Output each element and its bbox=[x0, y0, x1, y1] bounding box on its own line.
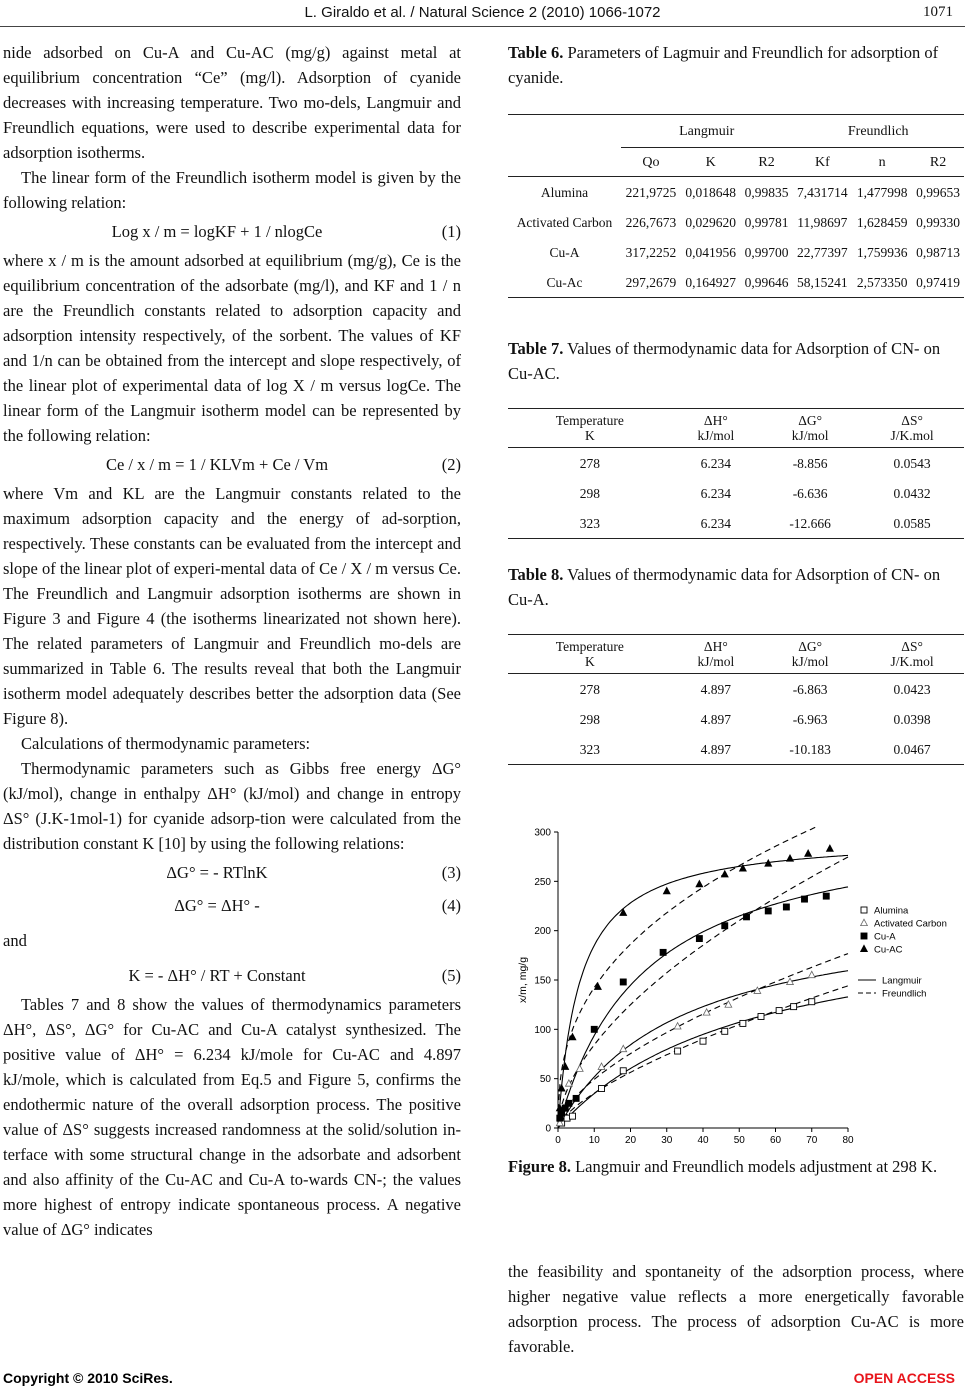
table7-header-cell bbox=[860, 409, 964, 448]
table-cell: 0,99653 bbox=[916, 184, 960, 200]
freundlich-curve bbox=[558, 827, 815, 1110]
table-cell: 0,041956 bbox=[685, 244, 737, 260]
table-cell: 0.0543 bbox=[893, 455, 931, 471]
equation-2-number: (2) bbox=[441, 455, 461, 474]
table-8-caption-text: Values of thermodynamic data for Adsorption of CN- on Cu-A. bbox=[508, 565, 941, 609]
paragraph-6: Thermodynamic parameters such as Gibbs free energy ΔG° (kJ/mol), change in enthalpy ΔH° (kJ/mol) and change in entropy ΔS° (J.K-1mol-1) for cyanide adsorp-tion were calculated from the distribution constant K [10] by using the following relations: bbox=[3, 759, 461, 853]
data-point-cu-ac bbox=[721, 871, 728, 877]
table8-header-line-2: J/K.mol bbox=[890, 654, 934, 669]
table-cell: 22,77397 bbox=[797, 244, 848, 260]
table-6-caption bbox=[508, 40, 964, 90]
paragraph-4: where Vm and KL are the Langmuir constants related to the maximum adsorption capacity and the energy of ad-sorption, respectively. These constants can be evaluated from the intercept and slope of the linear plot of experi-mental data of Ce / X / m versus Ce. The Freundlich and Langmuir adsorption isotherms are shown in Figure 3 and Figure 4 (the isotherms linearizated not shown here). The related parameters of Langmuir and Freundlich mo-dels are summarized in Table 6. The results reveal that both the Langmuir isotherm model adequately describes better the adsorption data (See Figure 8). bbox=[3, 484, 461, 728]
table-row bbox=[508, 177, 964, 208]
table-7-header-row bbox=[508, 409, 964, 448]
data-point-cu-ac bbox=[805, 850, 812, 856]
running-head: L. Giraldo et al. / Natural Science 2 (2010) 1066-1072 bbox=[304, 4, 661, 21]
table-row bbox=[508, 734, 964, 765]
langmuir-curve bbox=[558, 971, 848, 1128]
data-point-cu-a bbox=[660, 949, 666, 955]
page-footer bbox=[0, 1370, 965, 1389]
x-tick-label: 60 bbox=[769, 1135, 782, 1146]
table-8 bbox=[508, 634, 964, 765]
legend-marker bbox=[861, 945, 868, 951]
table8-header-cell bbox=[860, 635, 964, 674]
data-point-cu-a bbox=[744, 914, 750, 920]
table-cell: 0,99700 bbox=[744, 244, 789, 260]
table8-header-line-1: ΔH° bbox=[703, 639, 728, 654]
paragraph-7: Tables 7 and 8 show the values of thermodynamics parameters ΔH°, ΔS°, ΔG° for Cu-AC and Cu-A catalyst synthesized. The positive value of ΔH° = 6.234 kJ/mole for Cu-AC and 4.897 kJ/mole, which is calculated from Eq.5 and Figure 5, confirms the endothermic nature of the overall adsorption process. The positive value of ΔS° suggests increased randomness at the solid/solution in-terface with some structural change in the adsorbate and adsorbent and also affinity of the Cu-AC and Cu-A to-wards CN-; the values more highest of entropy indicate spontaneous process. A negative value of ΔG° indicates bbox=[3, 995, 461, 1239]
open-access-label: OPEN ACCESS bbox=[853, 1370, 955, 1386]
table-7-label: Table 7. bbox=[508, 339, 564, 358]
data-point-cu-a bbox=[591, 1026, 597, 1032]
table8-header-line-1: ΔG° bbox=[798, 639, 823, 654]
equation-5-number: (5) bbox=[441, 966, 461, 985]
and-word: and bbox=[3, 931, 27, 950]
figure-8 bbox=[508, 790, 964, 1180]
table-cell: 323 bbox=[508, 734, 672, 765]
data-point-alumina bbox=[809, 999, 815, 1005]
x-tick-label: 40 bbox=[697, 1135, 709, 1146]
table-6-column-header: Qo bbox=[621, 148, 681, 177]
data-point-cu-a bbox=[802, 896, 808, 902]
legend-marker bbox=[861, 907, 867, 913]
table-6-row-name: Activated Carbon bbox=[516, 214, 613, 230]
data-point-alumina bbox=[791, 1004, 797, 1010]
table7-header-cell bbox=[760, 409, 860, 448]
table8-header-cell bbox=[508, 635, 672, 674]
table-cell: 4.897 bbox=[700, 681, 732, 697]
x-tick-label: 80 bbox=[842, 1135, 854, 1146]
legend-label: Freundlich bbox=[882, 988, 927, 1000]
data-point-cu-a bbox=[823, 893, 829, 899]
table-cell: 7,431714 bbox=[797, 184, 848, 200]
table-cell: 58,15241 bbox=[792, 267, 852, 298]
figure-8-label: Figure 8. bbox=[508, 1157, 571, 1176]
x-tick-label: 30 bbox=[661, 1135, 673, 1146]
table-6-header-row bbox=[508, 148, 964, 177]
right-column-paragraph: the feasibility and spontaneity of the adsorption process, where higher negative value reflects a more energetically favorable adsorption process. The process of adsorption Cu-AC is more favorable. bbox=[508, 1261, 964, 1356]
table-6-corner bbox=[508, 115, 621, 148]
data-point-alumina bbox=[599, 1086, 605, 1092]
data-point-alumina bbox=[620, 1068, 626, 1074]
y-tick-label: 50 bbox=[539, 1074, 551, 1086]
paragraph-5: Calculations of thermodynamic parameters: bbox=[21, 734, 311, 753]
y-tick-label: 200 bbox=[534, 926, 551, 938]
table-6-column-header: Kf bbox=[792, 148, 852, 177]
langmuir-curve bbox=[558, 997, 848, 1128]
data-point-cu-a bbox=[765, 908, 771, 914]
table-6-column-header: R2 bbox=[741, 148, 793, 177]
equation-4-number: (4) bbox=[441, 896, 461, 915]
data-point-activated-carbon bbox=[703, 1009, 710, 1015]
table-cell: 278 bbox=[579, 681, 600, 697]
table7-header-line-2: K bbox=[584, 428, 595, 443]
table-cell: 0,99781 bbox=[744, 214, 789, 230]
table8-header-line-2: kJ/mol bbox=[697, 654, 735, 669]
table-row bbox=[508, 674, 964, 705]
legend-label: Cu-AC bbox=[874, 944, 903, 956]
table-cell: -6.863 bbox=[792, 681, 828, 697]
x-tick-label: 0 bbox=[555, 1135, 561, 1146]
left-column bbox=[3, 40, 461, 1242]
legend-marker bbox=[861, 933, 867, 939]
y-axis-label: x/m, mg/g bbox=[517, 956, 529, 1004]
equation-1-body: Log x / m = logKF + 1 / nlogCe bbox=[111, 222, 323, 241]
table-cell: -8.856 bbox=[792, 455, 828, 471]
equation-3-body: ΔG° = - RTlnK bbox=[166, 863, 268, 882]
table-cell: 297,2679 bbox=[621, 267, 681, 298]
data-point-alumina bbox=[700, 1038, 706, 1044]
equation-2 bbox=[3, 448, 461, 481]
table-6-column-header: n bbox=[852, 148, 912, 177]
table7-header-line-1: ΔH° bbox=[703, 413, 728, 428]
table-cell: -6.963 bbox=[792, 711, 828, 727]
table-8-header-row bbox=[508, 635, 964, 674]
table7-header-line-2: J/K.mol bbox=[890, 428, 934, 443]
legend-label: Alumina bbox=[874, 905, 909, 917]
table-cell: -6.636 bbox=[792, 485, 828, 501]
table-7-caption bbox=[508, 336, 964, 386]
table-cell: 0,029620 bbox=[685, 214, 737, 230]
table-cell: 323 bbox=[508, 508, 672, 539]
table-cell: -12.666 bbox=[760, 508, 860, 539]
table-row bbox=[508, 704, 964, 734]
x-tick-label: 10 bbox=[588, 1135, 600, 1146]
table-cell: 221,9725 bbox=[625, 184, 677, 200]
table-cell: 0,99646 bbox=[741, 267, 793, 298]
data-point-alumina bbox=[740, 1020, 746, 1026]
data-point-cu-a bbox=[722, 923, 728, 929]
table-cell: 0.0585 bbox=[860, 508, 964, 539]
data-point-alumina bbox=[675, 1048, 681, 1054]
y-tick-label: 100 bbox=[534, 1024, 551, 1036]
table-row bbox=[508, 267, 964, 298]
legend-marker bbox=[861, 919, 868, 925]
table-6-group-langmuir: Langmuir bbox=[621, 115, 792, 148]
equation-4 bbox=[3, 889, 461, 922]
table8-header-line-1: Temperature bbox=[555, 639, 624, 654]
table8-header-line-2: K bbox=[584, 654, 595, 669]
data-point-activated-carbon bbox=[808, 971, 815, 977]
legend-label: Activated Carbon bbox=[874, 918, 947, 930]
table-cell: 11,98697 bbox=[797, 214, 848, 230]
table7-header-line-1: ΔS° bbox=[901, 413, 923, 428]
table-cell: 1,477998 bbox=[856, 184, 908, 200]
table-6-group-row bbox=[508, 115, 964, 148]
figure-8-caption bbox=[508, 1154, 964, 1179]
table-cell: 298 bbox=[579, 485, 600, 501]
table8-header-line-1: ΔS° bbox=[901, 639, 923, 654]
data-point-cu-a bbox=[566, 1100, 572, 1106]
table7-header-cell bbox=[672, 409, 760, 448]
table7-header-cell bbox=[508, 409, 672, 448]
table-cell: 6.234 bbox=[672, 508, 760, 539]
table-row bbox=[508, 237, 964, 267]
table-6-row-name: Cu-A bbox=[549, 244, 580, 260]
equation-2-body: Ce / x / m = 1 / KLVm + Ce / Vm bbox=[105, 455, 329, 474]
data-point-alumina bbox=[758, 1014, 764, 1020]
data-point-activated-carbon bbox=[725, 1001, 732, 1007]
table-cell: 2,573350 bbox=[852, 267, 912, 298]
y-tick-label: 250 bbox=[534, 876, 551, 888]
table-cell: 1,628459 bbox=[856, 214, 908, 230]
table7-header-line-1: ΔG° bbox=[798, 413, 823, 428]
equation-5 bbox=[3, 959, 461, 992]
table-cell: 0,99835 bbox=[744, 184, 789, 200]
table-cell: 0,97419 bbox=[912, 267, 964, 298]
data-point-cu-a bbox=[783, 904, 789, 910]
equation-5-body: K = - ΔH° / RT + Constant bbox=[128, 966, 306, 985]
header-rule bbox=[0, 26, 965, 27]
legend-label: Langmuir bbox=[882, 975, 922, 987]
copyright-notice: Copyright © 2010 SciRes. bbox=[3, 1370, 173, 1386]
table7-header-line-1: Temperature bbox=[555, 413, 624, 428]
x-tick-label: 70 bbox=[806, 1135, 818, 1146]
table-cell: -10.183 bbox=[760, 734, 860, 765]
x-tick-label: 50 bbox=[733, 1135, 745, 1146]
table-cell: 298 bbox=[579, 711, 600, 727]
y-tick-label: 0 bbox=[545, 1123, 551, 1135]
table-cell: 0,164927 bbox=[681, 267, 741, 298]
table-cell: 0.0423 bbox=[893, 681, 931, 697]
data-point-activated-carbon bbox=[576, 1065, 583, 1071]
table-row bbox=[508, 478, 964, 508]
y-tick-label: 300 bbox=[534, 827, 551, 839]
table-cell: 0,99330 bbox=[916, 214, 960, 230]
table-cell: 0.0432 bbox=[893, 485, 931, 501]
equation-3-number: (3) bbox=[441, 863, 461, 882]
table7-header-line-2: kJ/mol bbox=[697, 428, 735, 443]
table-6 bbox=[508, 114, 964, 298]
table-cell: 0.0467 bbox=[860, 734, 964, 765]
paragraph-2: The linear form of the Freundlich isotherm model is given by the following relation: bbox=[3, 168, 461, 212]
data-point-cu-a bbox=[696, 936, 702, 942]
data-point-cu-ac bbox=[696, 880, 703, 886]
table7-header-line-2: kJ/mol bbox=[791, 428, 829, 443]
table-6-column-header: K bbox=[681, 148, 741, 177]
paragraph-1: nide adsorbed on Cu-A and Cu-AC (mg/g) against metal at equilibrium concentration “Ce” (mg/l). Adsorption of cyanide decreases with increasing temperature. Two mo-dels, Langmuir and Freundlich equations, were used to describe experimental data for adsorption isotherms. bbox=[3, 43, 461, 162]
paragraph-3: where x / m is the amount adsorbed at equilibrium (mg/g), Ce is the equilibrium concentration of the adsorbate (mg/l), and KF and 1 / n are the Freundlich constants related to adsorption capacity and adsorption intensity respectively, of the sorbent. The values of KF and 1/n can be obtained from the intercept and slope respectively, of the linear plot of experimental data of log X / m versus logCe. The linear form of the Langmuir isotherm model can be represented by the following relation: bbox=[3, 251, 461, 445]
legend-label: Cu-A bbox=[874, 931, 896, 943]
table-6-caption-text: Parameters of Lagmuir and Freundlich for adsorption of cyanide. bbox=[508, 43, 939, 87]
table-6-row-name: Cu-Ac bbox=[508, 267, 621, 298]
table-6-row-name: Alumina bbox=[540, 184, 589, 200]
figure-8-caption-text: Langmuir and Freundlich models adjustment at 298 K. bbox=[570, 1157, 938, 1176]
page-header bbox=[0, 4, 965, 24]
table-cell: 226,7673 bbox=[625, 214, 677, 230]
table-cell: 4.897 bbox=[700, 711, 732, 727]
table-6-label: Table 6. bbox=[508, 43, 564, 62]
table-row bbox=[508, 448, 964, 479]
right-column bbox=[508, 40, 964, 1356]
data-point-cu-ac bbox=[663, 887, 670, 893]
page-number: 1071 bbox=[923, 4, 953, 20]
table8-header-cell bbox=[672, 635, 760, 674]
y-tick-label: 150 bbox=[534, 975, 551, 987]
table-cell: 0,018648 bbox=[685, 184, 737, 200]
table-7 bbox=[508, 408, 964, 539]
table-8-label: Table 8. bbox=[508, 565, 564, 584]
equation-4-body: ΔG° = ΔH° - bbox=[174, 896, 260, 915]
table-row bbox=[508, 207, 964, 237]
table-row bbox=[508, 508, 964, 539]
equation-3 bbox=[3, 856, 461, 889]
table-cell: 4.897 bbox=[672, 734, 760, 765]
table-6-column-header: R2 bbox=[912, 148, 964, 177]
equation-1 bbox=[3, 215, 461, 248]
table-cell: 6.234 bbox=[700, 455, 732, 471]
x-tick-label: 20 bbox=[624, 1135, 637, 1146]
table-6-header-blank bbox=[508, 148, 621, 177]
table8-header-line-2: kJ/mol bbox=[791, 654, 829, 669]
data-point-cu-a bbox=[620, 979, 626, 985]
table-cell: 1,759936 bbox=[856, 244, 908, 260]
table-cell: 317,2252 bbox=[625, 244, 677, 260]
table-7-caption-text: Values of thermodynamic data for Adsorption of CN- on Cu-AC. bbox=[508, 339, 941, 383]
data-point-cu-ac bbox=[787, 855, 794, 861]
data-point-cu-ac bbox=[826, 845, 833, 851]
table-cell: 278 bbox=[579, 455, 600, 471]
table-6-group-freundlich: Freundlich bbox=[792, 115, 964, 148]
data-point-alumina bbox=[722, 1028, 728, 1034]
equation-1-number: (1) bbox=[441, 222, 461, 241]
table-8-caption bbox=[508, 562, 964, 612]
data-point-cu-a bbox=[573, 1095, 579, 1101]
data-point-alumina bbox=[776, 1008, 782, 1014]
table8-header-cell bbox=[760, 635, 860, 674]
table-cell: 0.0398 bbox=[893, 711, 931, 727]
table-cell: 6.234 bbox=[700, 485, 732, 501]
data-point-alumina bbox=[570, 1113, 576, 1119]
table-cell: 0,98713 bbox=[916, 244, 960, 260]
figure-8-chart bbox=[508, 790, 964, 1150]
